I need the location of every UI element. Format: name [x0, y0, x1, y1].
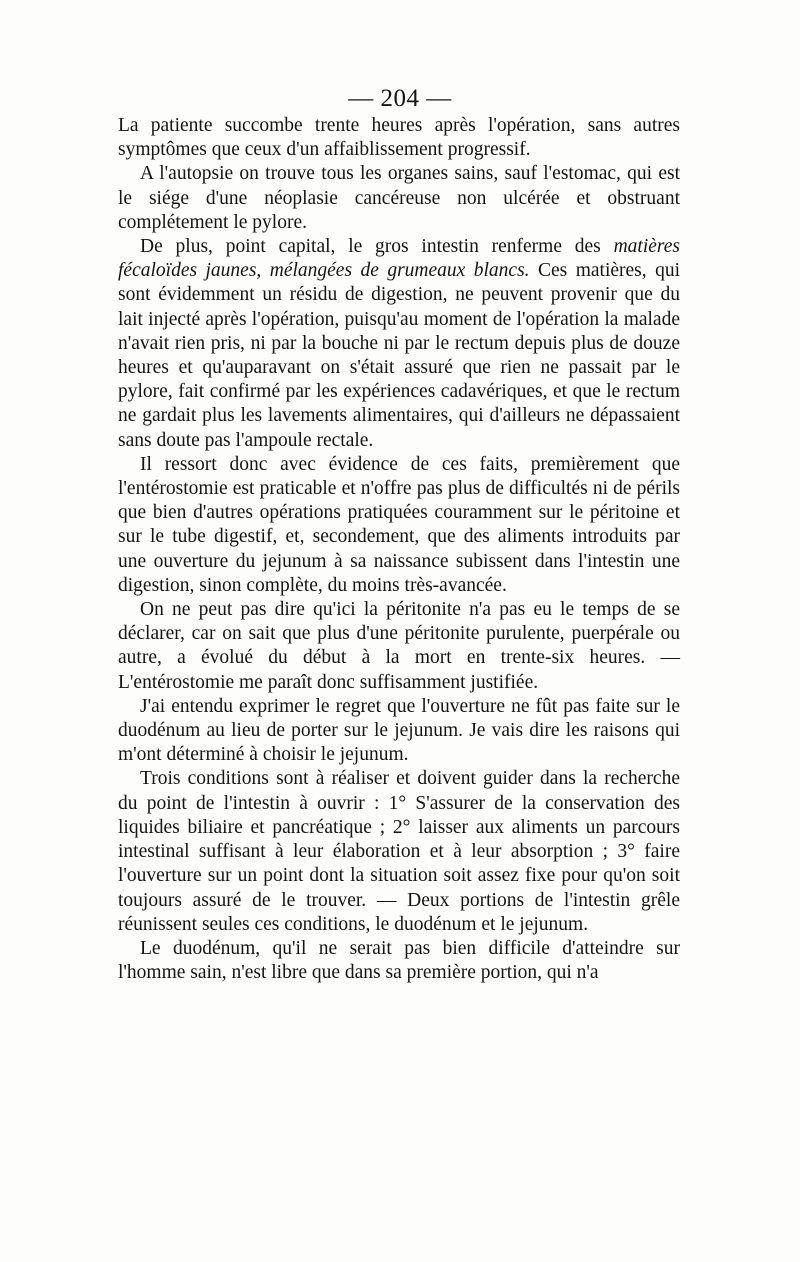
body-text	[118, 114, 680, 985]
italic-phrase: matières fécaloïdes jaunes, mélangées de grumeaux blancs.	[118, 236, 680, 282]
paragraph: Il ressort donc avec évidence de ces faits, premièrement que l'entérostomie est praticable et n'offre pas plus de difficultés ni de périls que bien d'autres opérations pratiquées couramment sur le péritoine et sur le tube digestif, et, secondement, que des aliments introduits par une ouverture du jejunum à sa naissance subissent dans l'intestin une digestion, sinon complète, du moins très-avancée.	[118, 453, 680, 596]
page-number: — 204 —	[348, 85, 452, 112]
paragraph	[118, 235, 680, 453]
paragraph: On ne peut pas dire qu'ici la péritonite n'a pas eu le temps de se déclarer, car on sait que plus d'une péritonite purulente, puerpérale ou autre, a évolué du début à la mort en trente-six heures. — L'entérostomie me paraît donc suffisamment justifiée.	[118, 599, 680, 693]
paragraph: Le duodénum, qu'il ne serait pas bien difficile d'atteindre sur l'homme sain, n'est libre que dans sa première portion, qui n'a	[118, 937, 680, 984]
paragraph: A l'autopsie on trouve tous les organes sains, sauf l'estomac, qui est le siége d'une néoplasie cancéreuse non ulcérée et obstruant complétement le pylore.	[118, 163, 680, 233]
paragraph-text: Ces matières, qui sont évidemment un résidu de digestion, ne peuvent provenir que du lait injecté après l'opération, puisqu'au moment de l'opération la malade n'avait rien pris, ni par la bouche ni par le rectum depuis plus de douze heures et qu'auparavant on s'était assuré que rien ne passait par le pylore, fait confirmé par les expériences cadavériques, et que le rectum ne gardait plus les lavements alimentaires, qui d'ailleurs ne dépassaient sans doute pas l'ampoule rectale.	[118, 260, 680, 451]
paragraph-text: De plus, point capital, le gros intestin renferme des	[140, 236, 614, 258]
paragraph: J'ai entendu exprimer le regret que l'ouverture ne fût pas faite sur le duodénum au lieu de porter sur le jejunum. Je vais dire les raisons qui m'ont déterminé à choisir le jejunum.	[118, 695, 680, 766]
paragraph: La patiente succombe trente heures après l'opération, sans autres symptômes que ceux d'un affaiblissement progressif.	[118, 115, 680, 161]
paragraph: Trois conditions sont à réaliser et doivent guider dans la recherche du point de l'intestin à ouvrir : 1° S'assurer de la conservation des liquides biliaire et pancréatique ; 2° laisser aux aliments un parcours intestinal suffisant à leur élaboration et à leur absorption ; 3° faire l'ouverture sur un point dont la situation soit assez fixe pour qu'on soit toujours assuré de le trouver. — Deux portions de l'intestin grêle réunissent seules ces conditions, le duodénum et le jejunum.	[118, 768, 680, 935]
